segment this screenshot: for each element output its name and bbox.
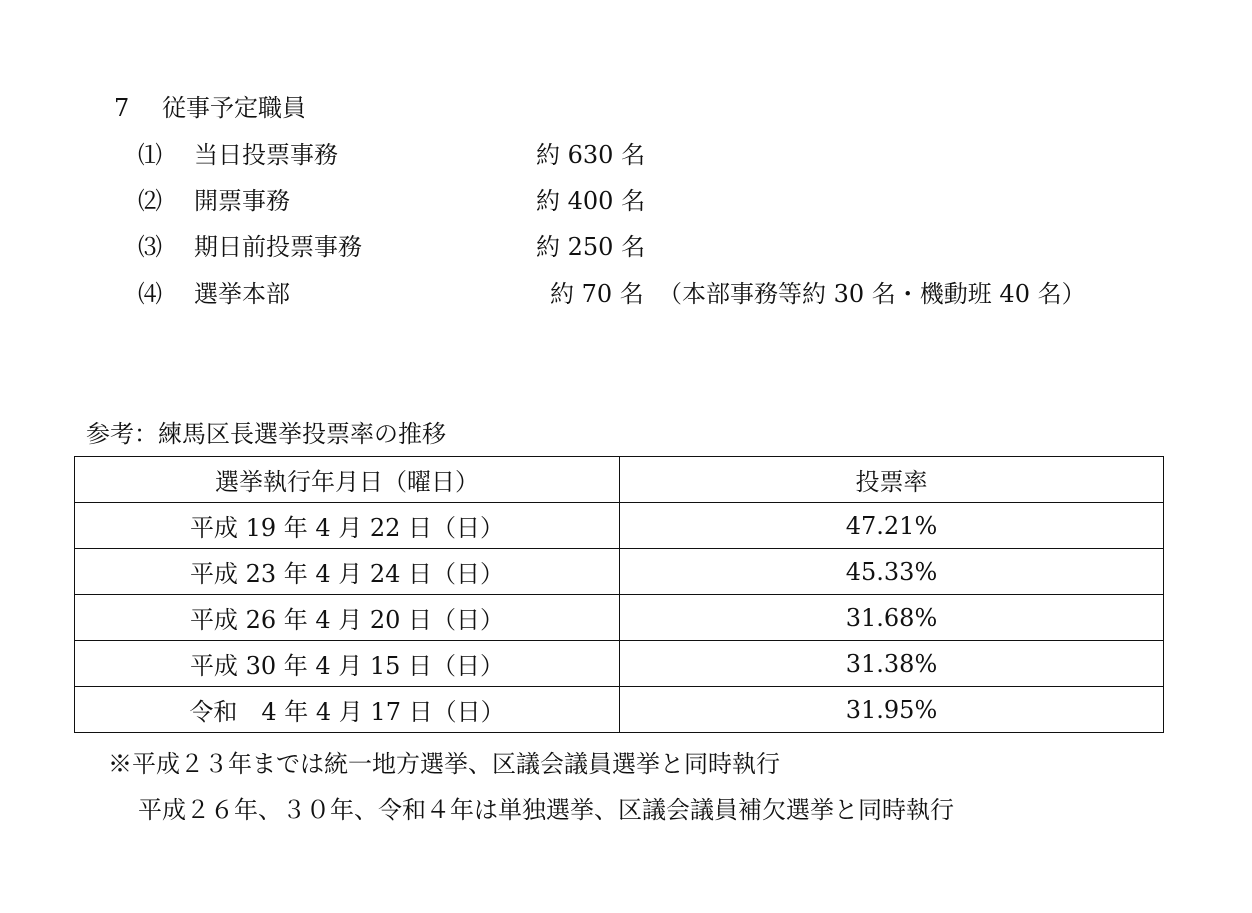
- turnout-rate-cell: 45.33%: [620, 549, 1164, 595]
- table-row: [75, 503, 1164, 549]
- staff-item-count: 約 630 名: [536, 141, 646, 169]
- table-row: [75, 549, 1164, 595]
- staff-item-index: ⑶: [138, 233, 162, 261]
- staff-item-label: 選挙本部: [194, 280, 290, 308]
- table-row: [75, 595, 1164, 641]
- staff-item-note: （本部事務等約 30 名・機動班 40 名）: [658, 280, 1086, 308]
- turnout-rate-cell: 47.21%: [620, 503, 1164, 549]
- section-title: 従事予定職員: [162, 94, 306, 122]
- election-date-cell: 平成 30 年 4 月 15 日（日）: [75, 641, 620, 687]
- column-header-rate: 投票率: [620, 457, 1164, 503]
- turnout-rate-cell: 31.68%: [620, 595, 1164, 641]
- staff-item-index: ⑴: [138, 141, 162, 169]
- table-row: [75, 641, 1164, 687]
- staff-item-index: ⑵: [138, 187, 162, 215]
- turnout-rate-cell: 31.38%: [620, 641, 1164, 687]
- turnout-table: [74, 456, 1164, 733]
- staff-item-label: 期日前投票事務: [194, 233, 362, 261]
- staff-item-count: 約 400 名: [536, 187, 646, 215]
- staff-item-count: 約 70 名: [550, 280, 644, 308]
- reference-title: 参考：練馬区長選挙投票率の推移: [86, 420, 446, 448]
- election-date-cell: 平成 26 年 4 月 20 日（日）: [75, 595, 620, 641]
- footnote-line: 平成２６年、３０年、令和４年は単独選挙、区議会議員補欠選挙と同時執行: [138, 796, 954, 824]
- section-heading: [114, 90, 306, 126]
- election-date-cell: 平成 23 年 4 月 24 日（日）: [75, 549, 620, 595]
- staff-item-label: 当日投票事務: [194, 141, 338, 169]
- staff-item-label: 開票事務: [194, 187, 290, 215]
- election-date-cell: 令和 4 年 4 月 17 日（日）: [75, 687, 620, 733]
- column-header-date: 選挙執行年月日（曜日）: [75, 457, 620, 503]
- table-header-row: [75, 457, 1164, 503]
- section-number: 7: [114, 94, 130, 122]
- staff-item-index: ⑷: [138, 280, 162, 308]
- turnout-rate-cell: 31.95%: [620, 687, 1164, 733]
- election-date-cell: 平成 19 年 4 月 22 日（日）: [75, 503, 620, 549]
- table-row: [75, 687, 1164, 733]
- footnote-line: ※平成２３年までは統一地方選挙、区議会議員選挙と同時執行: [108, 750, 780, 778]
- staff-item-count: 約 250 名: [536, 233, 646, 261]
